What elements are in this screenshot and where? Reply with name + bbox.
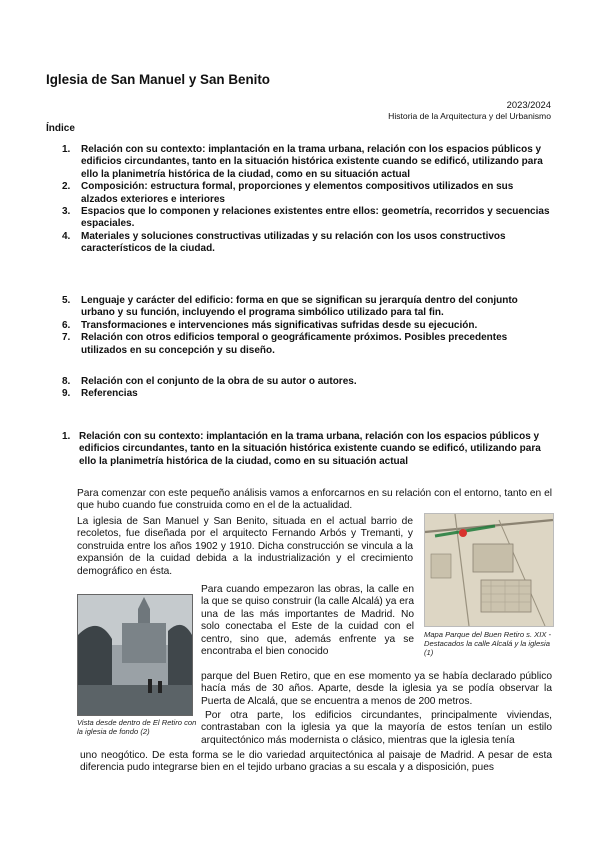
paragraph-surrounding-buildings-continued: uno neogótico. De esta forma se le dio variedad arquitectónica al paisaje de Madrid. A pesar de esta diferencia pudo integrarse bien en el tejido urbano gracias a su escala y a disposición, pues (80, 750, 552, 774)
paragraph-intro: Para comenzar con este pequeño análisis vamos a enforcarnos en su relación con el entorno, tanto en el que hubo cuando fue construida como en el de la actualidad. (77, 488, 552, 512)
toc-text: Materiales y soluciones constructivas utilizadas y su relación con los usos constructivos característicos de la ciudad. (81, 230, 506, 255)
toc-group-2 (62, 295, 552, 357)
toc-number: 8. (62, 376, 71, 387)
toc-item-5 (62, 295, 552, 320)
toc-number: 3. (62, 206, 71, 218)
paragraph-surrounding-buildings: Por otra parte, los edificios circundantes, principalmente viviendas, contrastaban con la iglesia ya que la mayoría de estos tenían un estilo arquitectónico más modernista o clásico, mientras que la iglesia tenía (201, 710, 552, 746)
map-caption: Mapa Parque del Buen Retiro s. XIX - Destacados la calle Alcalá y la iglesia (1) (424, 630, 552, 657)
toc-text: Relación con el conjunto de la obra de su autor o autores. (81, 376, 357, 387)
photo-illustration (78, 595, 192, 715)
toc-number: 4. (62, 230, 71, 242)
toc-item-6 (62, 320, 552, 332)
photo-caption: Vista desde dentro de El Retiro con la iglesia de fondo (2) (77, 718, 197, 736)
paragraph-street-context-continued: parque del Buen Retiro, que en ese momento ya se había declarado público hacía más de 30 años. Aparte, desde la iglesia ya se podía observar la Puerta de Alcalá, que se encuentra a menos de 200 metros. (201, 671, 552, 707)
index-heading: Índice (46, 123, 75, 134)
toc-item-1 (62, 144, 552, 181)
historical-photo (77, 594, 193, 716)
toc-text: Composición: estructura formal, proporciones y elementos compositivos utilizados en sus alzados exteriores e interiores (81, 181, 514, 205)
document-title: Iglesia de San Manuel y San Benito (46, 72, 270, 87)
toc-group-1 (62, 144, 552, 256)
toc-item-7 (62, 332, 552, 357)
toc-text: Transformaciones e intervenciones más significativas sufridas desde su ejecución. (81, 319, 478, 331)
toc-number: 9. (62, 388, 71, 400)
toc-item-8 (62, 376, 552, 388)
toc-text: Referencias (81, 388, 138, 400)
paragraph-street-context: Para cuando empezaron las obras, la calle en la que se quiso construir (la calle Alcalá) ya era una de las más importantes de Madrid. No solo conectaba el Este de la cuidad con el centro, sino que, además enfrente ya se encontraba el bien conocido (201, 584, 414, 658)
toc-item-4 (62, 231, 552, 256)
toc-text: Relación con otros edificios temporal o geográficamente próximos. Posibles precedentes utilizados en su concepción y su diseño. (81, 332, 508, 356)
toc-number: 2. (62, 181, 71, 193)
toc-number: 1. (62, 144, 71, 155)
paragraph-church-overview: La iglesia de San Manuel y San Benito, situada en el actual barrio de recoletos, fue diseñada por el arquitecto Fernando Arbós y Tremanti, y construida entre los años 1902 y 1910. Dicha construcción se vincula a la expansión de la cuidad debida a la industrialización y el crecimiento demográfico en ésta. (77, 516, 413, 577)
academic-year: 2023/2024 (506, 99, 551, 110)
toc-item-9 (62, 388, 552, 400)
toc-group-3 (62, 376, 552, 401)
course-name: Historia de la Arquitectura y del Urbanismo (388, 111, 551, 121)
toc-item-3 (62, 206, 552, 231)
toc-number: 7. (62, 332, 71, 344)
section-1-heading (62, 431, 552, 468)
toc-number: 5. (62, 295, 71, 306)
section-number: 1. (62, 431, 71, 442)
toc-text: Lenguaje y carácter del edificio: forma en que se significan su jerarquía dentro del conjunto urbano y su función, incluyendo el programa simbólico utilizado para tal fin. (81, 295, 518, 319)
toc-text: Relación con su contexto: implantación en la trama urbana, relación con los espacios públicos y edificios circundantes, tanto en la situación histórica existente cuando se edificó, utilizando para ello la planimetría histórica de la ciudad, como en su situación actual (81, 144, 543, 180)
toc-item-2 (62, 181, 552, 206)
map-illustration (425, 514, 553, 626)
historical-map-image (424, 513, 554, 627)
section-heading-text: Relación con su contexto: implantación en la trama urbana, relación con los espacios públicos y edificios circundantes, tanto en la situación histórica existente cuando se edificó, utilizando para ello la planimetría histórica de la ciudad, como en su situación actual (79, 431, 541, 467)
toc-text: Espacios que lo componen y relaciones existentes entre ellos: geometría, recorridos y secuencias espaciales. (81, 206, 550, 230)
toc-number: 6. (62, 319, 71, 331)
